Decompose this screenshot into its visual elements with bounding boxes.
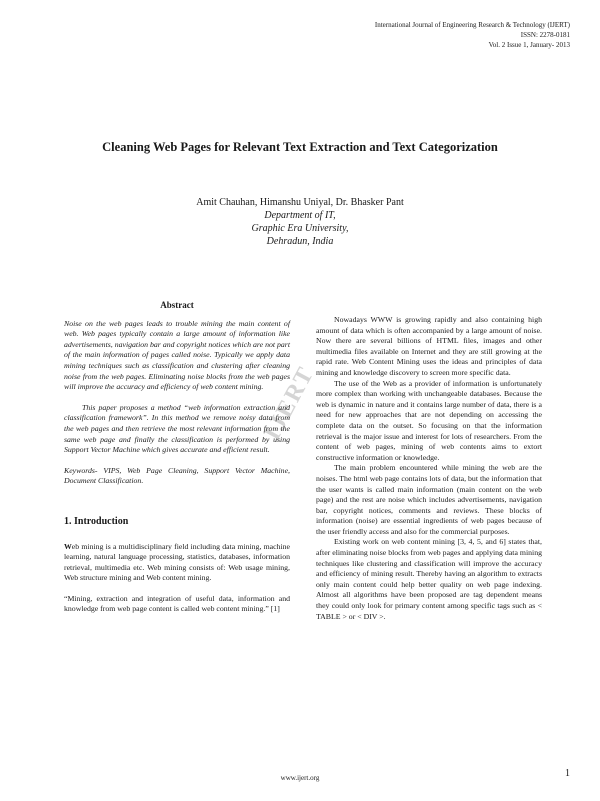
right-paragraph-3: The main problem encountered while mining the web are the noises. The html web page contains lots of data, but the information that the user wants is called main information (main content on the web page) and the rest are noise which includes advertisements, navigation bar, copyright notices, comments and reviews. These blocks of information (noise) are essential ingredients of web pages because of the user friendly access and also for the commercial purposes. xyxy=(316,463,542,536)
abstract-paragraph-1: Noise on the web pages leads to trouble mining the main content of web. Web pages typically contain a large amount of information like advertisements, navigation bar and copyright notices which are not part of the main information of pages called noise. Typically we apply data mining techniques such as classification and clustering after cleaning noise from the web pages. Eliminating noise blocks from the web pages will improve the accuracy and efficiency of web content mining. xyxy=(64,318,290,392)
left-column xyxy=(64,300,290,615)
author-names: Amit Chauhan, Himanshu Uniyal, Dr. Bhasker Pant xyxy=(196,197,404,208)
intro-drop-letter: W xyxy=(64,541,72,551)
right-column xyxy=(316,315,542,622)
paper-title: Cleaning Web Pages for Relevant Text Extraction and Text Categorization xyxy=(102,140,498,154)
page-number: 1 xyxy=(565,768,570,779)
journal-issn: ISSN: 2278-0181 xyxy=(520,31,570,39)
journal-volume: Vol. 2 Issue 1, January- 2013 xyxy=(488,41,570,49)
right-paragraph-4: Existing work on web content mining [3, 4, 5, and 6] states that, after eliminating noise blocks from web pages and applying data mining techniques like clustering and classification will improve the accuracy and efficiency of mining result. Thereby having an algorithm to extracts only main content could help better quality on web page indexing. Almost all algorithms have been proposed are tag dependent means they could only look for primary content among specific tags such as < TABLE > or < DIV >. xyxy=(316,537,542,621)
intro-paragraph-1-text: eb mining is a multidisciplinary field including data mining, machine learning, natural language processing, statistics, databases, information retrieval, multimedia etc. Web mining consists of: Web usage mining, Web structure mining and Web content mining. xyxy=(64,541,290,583)
author-department: Department of IT, xyxy=(264,210,336,221)
intro-paragraph-1 xyxy=(64,542,290,584)
keywords: Keywords- VIPS, Web Page Cleaning, Support Vector Machine, Document Classification. xyxy=(64,465,290,486)
journal-name: International Journal of Engineering Research & Technology (IJERT) xyxy=(374,21,570,29)
ijert-watermark: IJERT xyxy=(259,361,320,445)
abstract-heading: Abstract xyxy=(160,300,194,310)
author-university: Graphic Era University, xyxy=(251,223,349,234)
right-paragraph-1: Nowadays WWW is growing rapidly and also containing high amount of data which is often accompanied by a large amount of noise. Now there are several billions of HTML files, images and other multimedia files available on Internet and they are still growing at the rapid rate. Web Content Mining uses the ideas and principles of data mining and knowledge discovery to screen more specific data. xyxy=(316,315,542,377)
author-block xyxy=(0,196,600,248)
footer-url: www.ijert.org xyxy=(280,774,320,782)
author-city: Dehradun, India xyxy=(266,236,334,247)
journal-header xyxy=(375,20,570,50)
right-paragraph-2: The use of the Web as a provider of information is unfortunately more complex than working with unchangeable databases. Because the web is dynamic in nature and it contains large number of data, there is a need for new approaches that are not depending on accessing the complete data on the outset. So focusing on that the information retrieval is the major issue and interest for lots of researchers. From the content of web pages, mining of web contents aims to extort constructive information or knowledge. xyxy=(316,378,542,462)
intro-paragraph-2: “Mining, extraction and integration of useful data, information and knowledge from web page content is called web content mining.” [1] xyxy=(64,593,290,614)
abstract-paragraph-2: This paper proposes a method “web information extraction and classification framework”. In this method we remove noisy data from the web pages and then retrieve the most relevant information from the same web page and finally the classification is performed by using Support Vector Machine which gives accurate and efficient result. xyxy=(64,402,290,455)
introduction-heading: 1. Introduction xyxy=(64,515,129,527)
